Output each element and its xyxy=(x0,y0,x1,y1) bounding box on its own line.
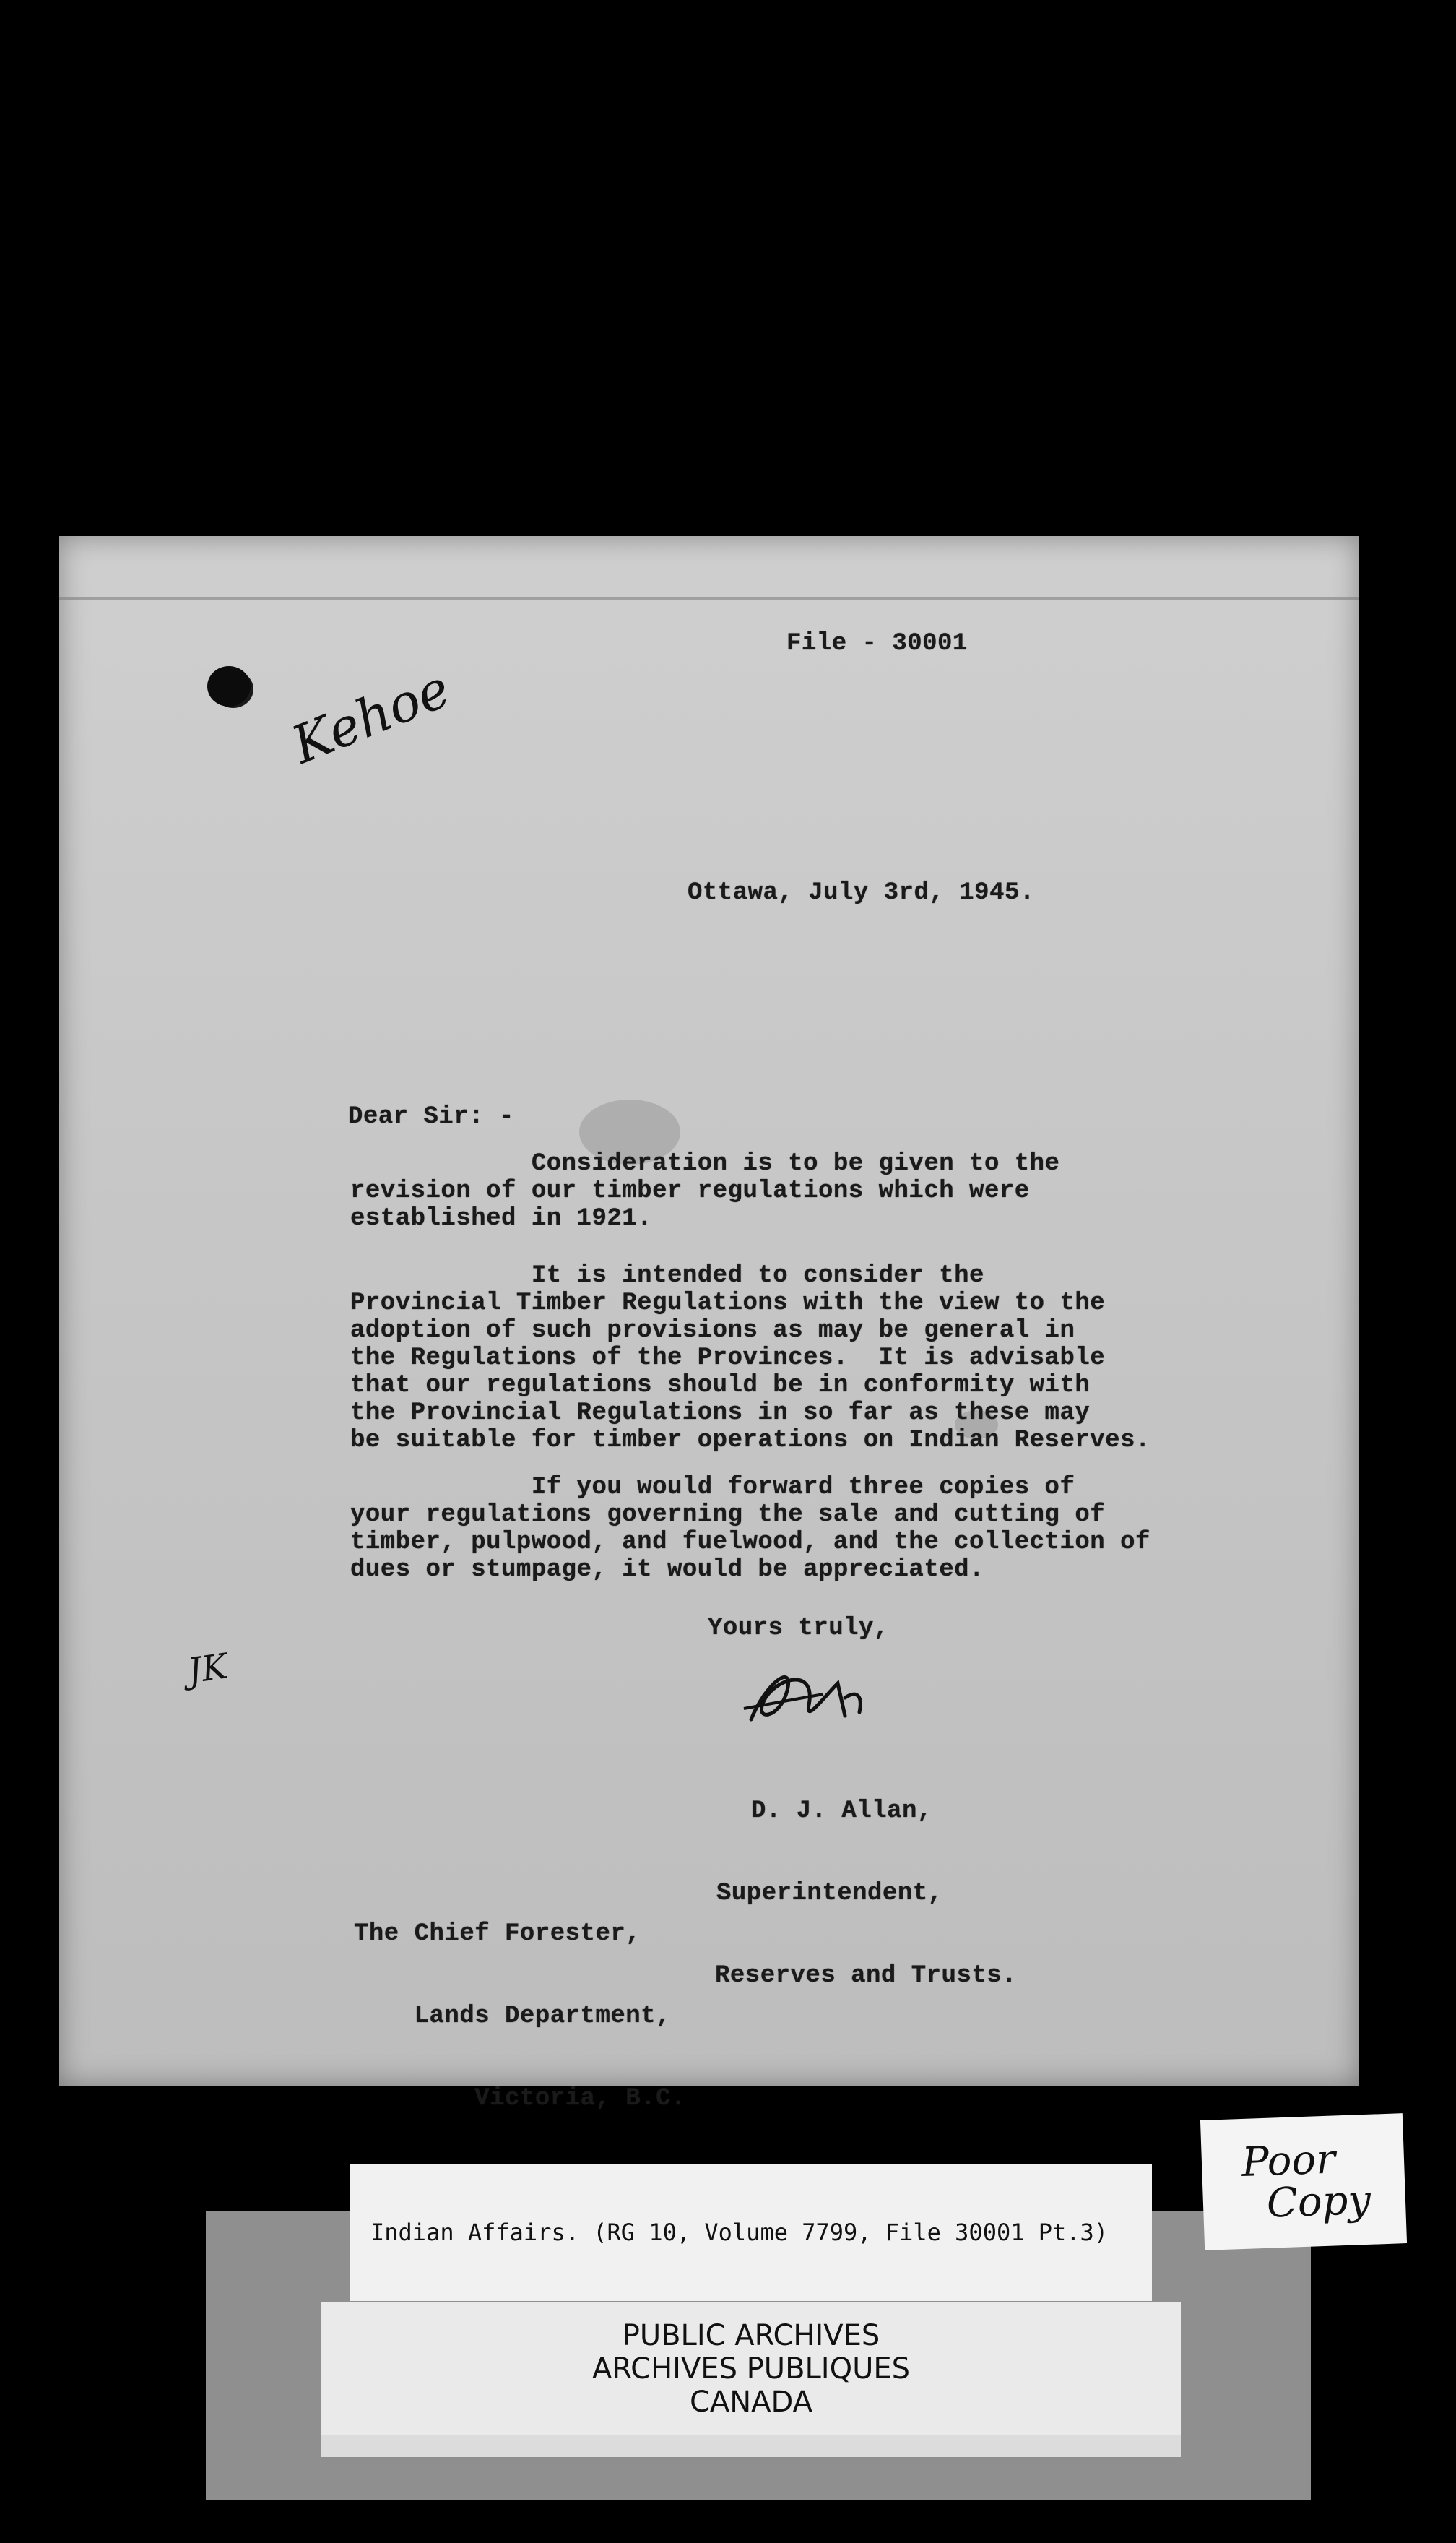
closing: Yours truly, xyxy=(708,1615,889,1642)
signer-title: Superintendent, xyxy=(716,1880,943,1907)
handwritten-initials: JK xyxy=(185,1646,230,1692)
paragraph-line: dues or stumpage, it would be appreciated. xyxy=(350,1556,984,1584)
signature-block xyxy=(672,1743,1017,2045)
stamp-bottom-edge xyxy=(321,2435,1181,2457)
stamp-line: PUBLIC ARCHIVES xyxy=(622,2318,880,2352)
stamp-line: ARCHIVES PUBLIQUES xyxy=(592,2352,911,2386)
paragraph-line: Provincial Timber Regulations with the view to the xyxy=(350,1290,1106,1317)
paragraph-line: If you would forward three copies of xyxy=(350,1474,1075,1501)
archive-reference-label: Indian Affairs. (RG 10, Volume 7799, File 30001 Pt.3) xyxy=(350,2164,1152,2301)
recipient-address xyxy=(354,1865,686,2167)
paragraph-line: the Regulations of the Provinces. It is advisable xyxy=(350,1344,1106,1372)
poor-copy-note xyxy=(1200,2113,1407,2250)
paragraph-line: It is intended to consider the xyxy=(350,1262,984,1290)
paragraph-1 xyxy=(350,1150,1332,1232)
recipient-line: The Chief Forester, xyxy=(354,1920,641,1948)
salutation: Dear Sir: - xyxy=(348,1103,514,1131)
paragraph-line: revision of our timber regulations which were xyxy=(350,1178,1030,1205)
paragraph-3 xyxy=(350,1474,1332,1584)
date-line: Ottawa, July 3rd, 1945. xyxy=(688,879,1035,907)
paragraph-line: timber, pulpwood, and fuelwood, and the collection of xyxy=(350,1529,1150,1556)
poor-copy-line: Copy xyxy=(1265,2176,1372,2227)
signer-department: Reserves and Trusts. xyxy=(715,1962,1018,1990)
paragraph-line: be suitable for timber operations on Indian Reserves. xyxy=(350,1427,1150,1454)
letter-page xyxy=(59,536,1359,2112)
archive-stamp xyxy=(321,2302,1181,2435)
recipient-line: Victoria, B.C. xyxy=(354,2085,686,2112)
paragraph-line: that our regulations should be in conformity with xyxy=(350,1372,1091,1399)
paragraph-line: established in 1921. xyxy=(350,1205,653,1232)
paragraph-line: your regulations governing the sale and cutting of xyxy=(350,1501,1106,1529)
ink-blot-mark xyxy=(207,666,251,707)
signer-name: D. J. Allan, xyxy=(751,1797,932,1825)
signature-scribble xyxy=(737,1654,874,1734)
paragraph-line: the Provincial Regulations in so far as these may xyxy=(350,1399,1091,1427)
handwritten-name: Kehoe xyxy=(283,657,459,776)
stamp-line: CANADA xyxy=(689,2385,813,2419)
poor-copy-line: Poor xyxy=(1241,2136,1336,2186)
recipient-line: Lands Department, xyxy=(354,2003,671,2030)
file-reference: File - 30001 xyxy=(786,630,968,657)
paragraph-line: adoption of such provisions as may be general in xyxy=(350,1317,1075,1344)
paragraph-2 xyxy=(350,1262,1332,1454)
paragraph-line: Consideration is to be given to the xyxy=(350,1150,1060,1178)
